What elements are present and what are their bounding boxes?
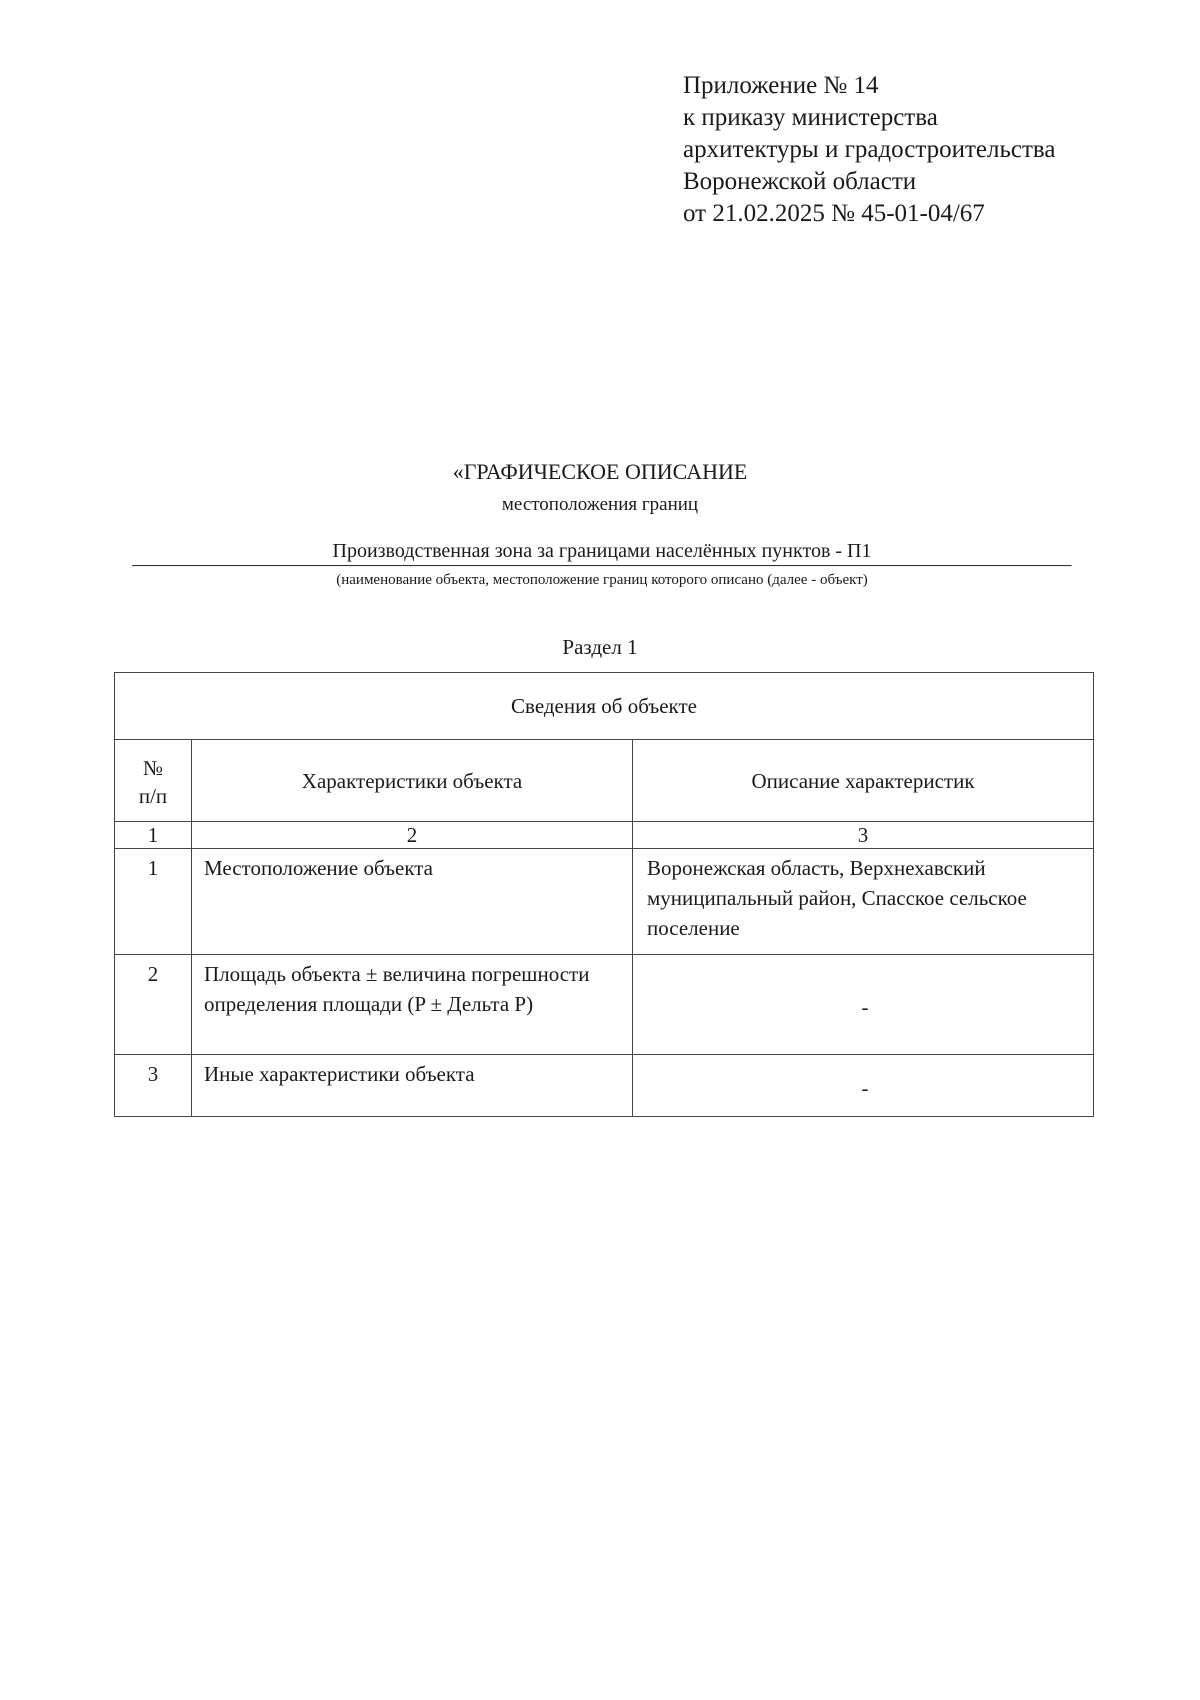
header-num-line2: п/п [138,784,168,808]
row-description: - [633,1055,1094,1117]
row-num: 1 [115,849,192,955]
object-name-caption: (наименование объекта, местоположение границ которого описано (далее - объект) [336,572,868,588]
column-index: 2 [192,822,633,849]
object-info-table [114,672,1094,1117]
table-row [115,849,1094,955]
document-title: «ГРАФИЧЕСКОЕ ОПИСАНИЕ [452,459,748,484]
header-num [115,740,192,822]
header-num-line1: № [142,756,164,780]
column-index: 3 [633,822,1094,849]
section-label: Раздел 1 [562,635,638,659]
annex-line: Воронежской области [683,168,917,195]
annex-line: архитектуры и градостроительства [683,136,1056,163]
annex-line: к приказу министерства [683,104,938,131]
row-num: 2 [115,955,192,1055]
object-name: Производственная зона за границами населённых пунктов - П1 [332,540,872,562]
column-index: 1 [115,822,192,849]
row-num: 3 [115,1055,192,1117]
document-subtitle: местоположения границ [501,494,699,515]
annex-line: Приложение № 14 [683,72,879,99]
table-row [115,1055,1094,1117]
object-name-underline [132,565,1072,567]
row-description: - [633,955,1094,1055]
table-row [115,955,1094,1055]
column-index-row [115,822,1094,849]
header-characteristics: Характеристики объекта [192,740,633,822]
header-description: Описание характеристик [633,740,1094,822]
row-description: Воронежская область, Верхнехавский муниципальный район, Спасское сельское поселение [633,849,1094,955]
row-characteristic: Площадь объекта ± величина погрешности определения площади (P ± Дельта P) [192,955,633,1055]
row-characteristic: Местоположение объекта [192,849,633,955]
table-header-row [115,740,1094,822]
row-characteristic: Иные характеристики объекта [192,1055,633,1117]
table-title: Сведения об объекте [115,673,1094,740]
annex-line: от 21.02.2025 № 45-01-04/67 [683,200,985,227]
annex-header [683,70,1055,230]
object-name-block [132,538,1072,590]
